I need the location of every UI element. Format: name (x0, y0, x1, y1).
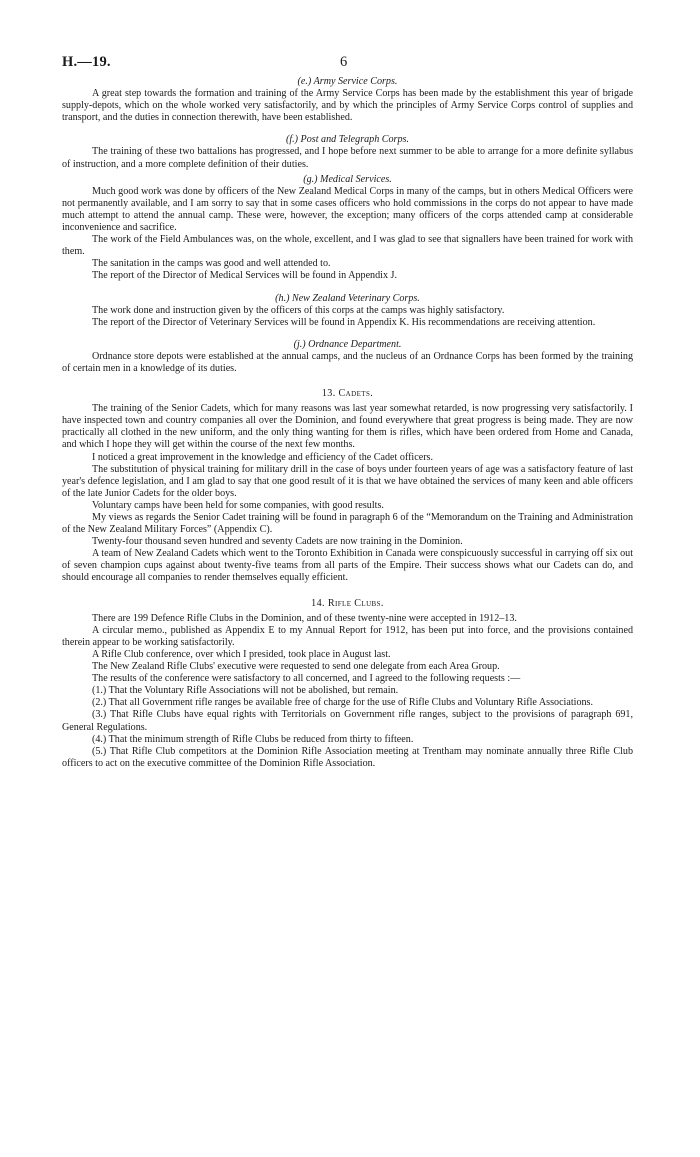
paragraph: A great step towards the formation and training of the Army Service Corps has been made by the establishment this year of brigade supply-depots, which on the whole worked very satisfactorily, and by which the principles of Army Service Corps control of supplies and transport, and the duties in connection therewith, have been established. (62, 88, 633, 124)
paragraph: The report of the Director of Medical Services will be found in Appendix J. (92, 270, 397, 282)
paragraph: My views as regards the Senior Cadet training will be found in paragraph 6 of the “Memorandum on the Training and Administration of the New Zealand Military Forces” (Appendix C). (62, 512, 633, 536)
heading-veterinary-corps: (h.) New Zealand Veterinary Corps. (275, 292, 420, 304)
paragraph: There are 199 Defence Rifle Clubs in the Dominion, and of these twenty-nine were accepted in 1912–13. (92, 612, 517, 624)
page-number: 6 (340, 54, 348, 70)
report-body (62, 76, 633, 770)
list-item: (3.) That Rifle Clubs have equal rights with Territorials on Government rifle ranges, subject to the provisions of paragraph 691, General Regulations. (62, 709, 633, 733)
paragraph: I noticed a great improvement in the knowledge and efficiency of the Cadet officers. (92, 451, 434, 463)
paragraph: A team of New Zealand Cadets which went to the Toronto Exhibition in Canada were conspicuously successful in carrying off six out of seven champion cups against about twenty-five teams from all parts of the Empire. Their success shows what our Cadets can do, and should encourage all companies to render themselves equally efficient. (62, 548, 633, 584)
heading-rifle-clubs: 14. Rifle Clubs. (311, 597, 384, 609)
paragraph: Ordnance store depots were established at the annual camps, and the nucleus of an Ordnance Corps has been formed by the training of certain men in a knowledge of its duties. (62, 350, 633, 374)
paragraph: Much good work was done by officers of the New Zealand Medical Corps in many of the camps, but in others Medical Officers were not permanently available, and I am sorry to say that in some cases officers who hold commissions in the corps do not appear to have made much attempt to attend the annual camp. These were, however, the exception; many officers of the corps attended camp at considerable inconvenience and sacrifice. (62, 185, 633, 234)
heading-ordnance-department: (j.) Ordnance Department. (293, 338, 402, 350)
paragraph: The work of the Field Ambulances was, on the whole, excellent, and I was glad to see that signallers have been trained for work with them. (62, 234, 633, 258)
heading-post-telegraph-corps: (f.) Post and Telegraph Corps. (285, 134, 409, 146)
list-item: (5.) That Rifle Club competitors at the Dominion Rifle Association meeting at Trentham may nominate annually three Rifle Club officers to act on the executive committee of the Dominion Rifle Association. (62, 745, 633, 769)
paragraph: The training of the Senior Cadets, which for many reasons was last year somewhat retarded, is now progressing very satisfactorily. I have inspected town and country companies all over the Dominion, and found everywhere that great progress is being made. They are now practically all clothed in the new uniform, and the only thing wanting for them is rifles, which have been ordered from Home and Canada, and which I hope they will get within the course of the next few months. (62, 403, 633, 451)
list-item: (4.) That the minimum strength of Rifle Clubs be reduced from thirty to fifteen. (92, 733, 414, 745)
paragraph: The training of these two battalions has progressed, and I hope before next summer to be able to arrange for a more definite syllabus of instruction, and a more complete definition of their duties. (62, 146, 633, 170)
paragraph: Twenty-four thousand seven hundred and seventy Cadets are now training in the Dominion. (92, 536, 463, 548)
paragraph: Voluntary camps have been held for some companies, with good results. (92, 499, 384, 511)
paragraph: A Rifle Club conference, over which I presided, took place in August last. (92, 648, 391, 660)
paragraph: The substitution of physical training for military drill in the case of boys under fourteen years of age was a satisfactory feature of last year's defence legislation, and I am glad to say that one good result of it is that we have obtained the services of many keen and able officers of the late Junior Cadets for the older boys. (62, 463, 633, 499)
paragraph: The sanitation in the camps was good and well attended to. (92, 258, 331, 270)
heading-army-service-corps: (e.) Army Service Corps. (297, 76, 398, 87)
list-item: (1.) That the Voluntary Rifle Associations will not be abolished, but remain. (92, 685, 399, 697)
paragraph: The New Zealand Rifle Clubs' executive were requested to send one delegate from each Area Group. (92, 661, 500, 673)
report-reference: H.—19. (62, 54, 111, 70)
heading-medical-services: (g.) Medical Services. (303, 173, 392, 185)
heading-cadets: 13. Cadets. (321, 388, 374, 400)
paragraph: The results of the conference were satisfactory to all concerned, and I agreed to the following requests :— (92, 673, 521, 685)
paragraph: A circular memo., published as Appendix E to my Annual Report for 1912, has been put into force, and the provisions contained therein appear to be working satisfactorily. (62, 624, 633, 648)
paragraph: The report of the Director of Veterinary Services will be found in Appendix K. His recommendations are receiving attention. (92, 316, 596, 328)
list-item: (2.) That all Government rifle ranges be available free of charge for the use of Rifle Clubs and Voluntary Rifle Associations. (92, 697, 593, 709)
paragraph: The work done and instruction given by the officers of this corps at the camps was highly satisfactory. (92, 304, 505, 316)
